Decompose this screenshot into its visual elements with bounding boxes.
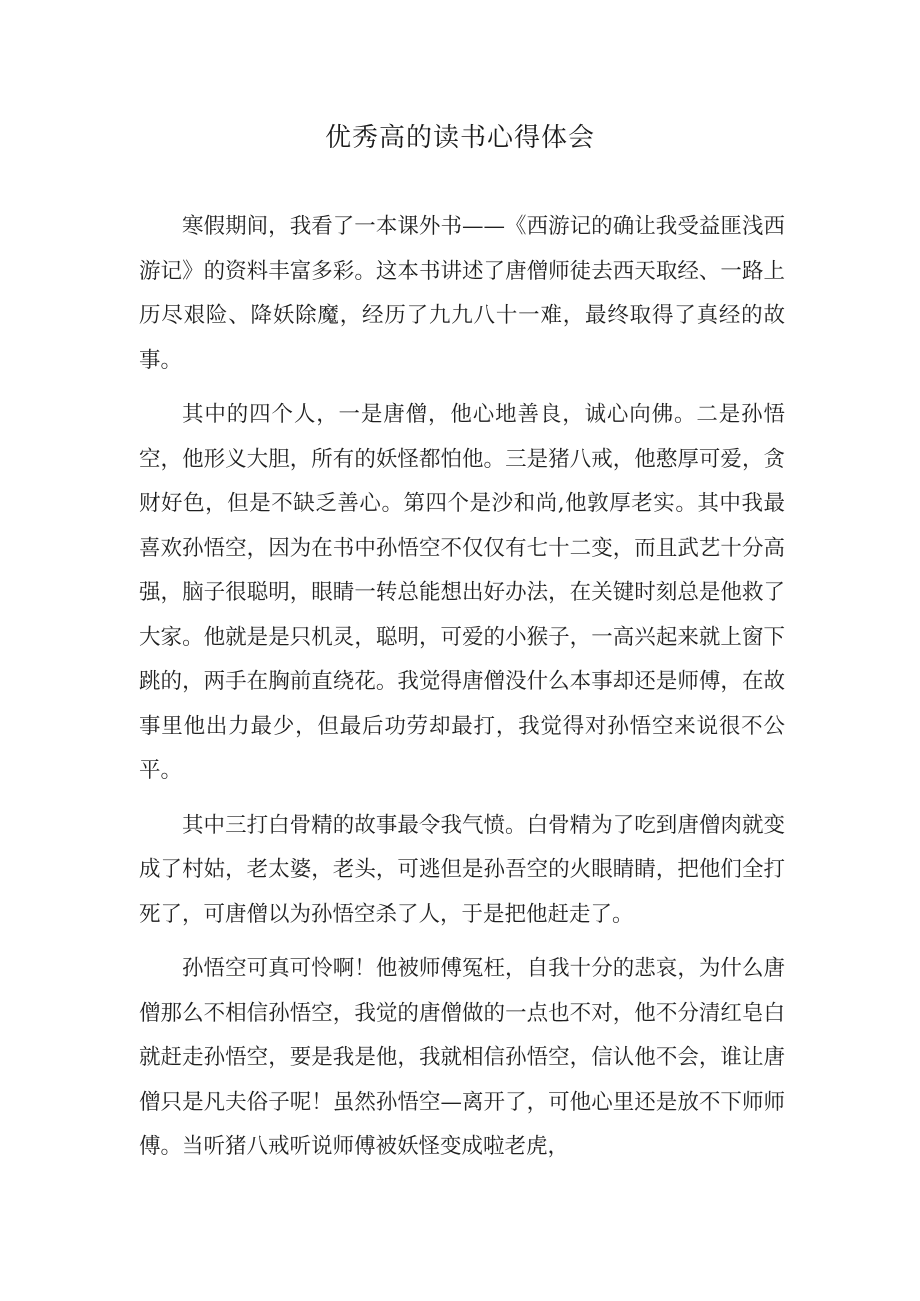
paragraph: 寒假期间，我看了一本课外书——《西游记的确让我受益匪浅西游记》的资料丰富多彩。这本书讲述了唐僧师徒去西天取经、一路上历尽艰险、降妖除魔，经历了九九八十一难，最终取得了真经的故事。 [139,214,785,373]
paragraph: 其中三打白骨精的故事最令我气愤。白骨精为了吃到唐僧肉就变成了村姑，老太婆，老头，可逃但是孙吾空的火眼睛睛，把他们全打死了，可唐僧以为孙悟空杀了人，于是把他赶走了。 [139,812,785,927]
paragraph: 孙悟空可真可怜啊！他被师傅冤枉，自我十分的悲哀，为什么唐僧那么不相信孙悟空，我觉的唐僧做的一点也不对，他不分清红皂白就赶走孙悟空，要是我是他，我就相信孙悟空，信认他不会，谁让唐僧只是凡夫俗子呢！虽然孙悟空—离开了，可他心里还是放不下师师傅。当听猪八戒听说师傅被妖怪变成啦老虎， [139,956,785,1159]
document-title: 优秀高的读书心得体会 [324,123,595,153]
document-body [139,205,785,1180]
paragraph: 其中的四个人，一是唐僧，他心地善良，诚心向佛。二是孙悟空，他形义大胆，所有的妖怪都怕他。三是猪八戒，他憨厚可爱，贪财好色，但是不缺乏善心。第四个是沙和尚,他敦厚老实。其中我最喜欢孙悟空，因为在书中孙悟空不仅仅有七十二变，而且武艺十分高强，脑子很聪明，眼睛一转总能想出好办法，在关键时刻总是他救了大家。他就是是只机灵，聪明，可爱的小猴子，一高兴起来就上窗下跳的，两手在胸前直绕花。我觉得唐僧没什么本事却还是师傅，在故事里他出力最少，但最后功劳却最打，我觉得对孙悟空来说很不公平。 [139,402,785,783]
